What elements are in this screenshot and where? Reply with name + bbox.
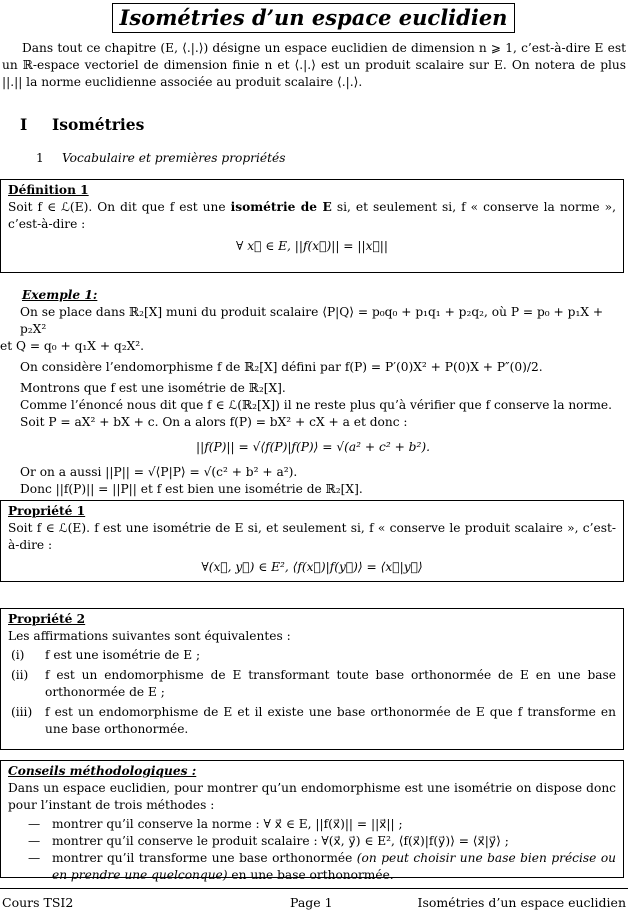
definition-title: Définition 1	[8, 183, 89, 197]
item-label: (ii)	[11, 668, 29, 682]
property2-list	[8, 647, 616, 738]
property1-box	[0, 500, 624, 582]
example-line: On se place dans ℝ₂[X] muni du produit scalaire ⟨P|Q⟩ = p₀q₀ + p₁q₁ + p₂q₂, où P = p₀ + p₁X + p₂X²	[20, 305, 604, 336]
example-line: Or on a aussi ||P|| = √⟨P|P⟩ = √(c² + b² + a²).	[20, 465, 298, 479]
definition-formula: ∀ x⃗ ∈ E, ||f(x⃗)|| = ||x⃗||	[235, 239, 389, 253]
example-block	[0, 287, 626, 498]
item-text: f est un endomorphisme de E transformant toute base orthonormée de E en une base orthonormée de E ;	[45, 668, 616, 699]
item-text: montrer qu’il transforme une base orthonormée	[52, 851, 357, 865]
definition-text-bold: isométrie de E	[230, 200, 332, 214]
property2-box	[0, 608, 624, 750]
item-text: f est un endomorphisme de E et il existe une base orthonormée de E que f transforme en une base orthonormée.	[45, 705, 616, 736]
section-title: Isométries	[52, 115, 145, 134]
subsection-number: 1	[36, 151, 44, 165]
definition-text-b: si, et seulement si, f « conserve la norme », c’est-à-dire :	[8, 200, 616, 231]
document-title: Isométries d’un espace euclidien	[112, 3, 515, 33]
example-title: Exemple 1:	[22, 288, 98, 302]
list-item: — montrer qu’il conserve la norme : ∀ x⃗ ∈ E, ||f(x⃗)|| = ||x⃗|| ;	[28, 817, 403, 831]
list-item	[8, 647, 616, 664]
intro-paragraph	[2, 40, 626, 91]
example-line: Soit P = aX² + bX + c. On a alors f(P) = bX² + cX + a et donc :	[20, 415, 408, 429]
conseils-box	[0, 760, 624, 882]
item-text: f est une isométrie de E ;	[45, 648, 201, 662]
property1-text: Soit f ∈ ℒ(E). f est une isométrie de E si, et seulement si, f « conserve le produit scalaire », c’est-à-dire :	[8, 521, 616, 552]
item-text: montrer qu’il conserve la norme : ∀ x⃗ ∈ E, ||f(x⃗)|| = ||x⃗|| ;	[52, 817, 403, 831]
item-label: (iii)	[11, 705, 33, 719]
list-item	[8, 667, 616, 701]
item-after: en une base orthonormée.	[227, 868, 394, 882]
conseils-list	[8, 816, 616, 884]
definition-box	[0, 179, 624, 273]
example-line: et Q = q₀ + q₁X + q₂X².	[0, 339, 145, 353]
property2-title: Propriété 2	[8, 612, 86, 626]
item-text: montrer qu’il conserve le produit scalaire : ∀(x⃗, y⃗) ∈ E², ⟨f(x⃗)|f(y⃗)⟩ = ⟨x⃗|y⃗⟩ ;	[52, 834, 509, 848]
list-item: — montrer qu’il conserve le produit scalaire : ∀(x⃗, y⃗) ∈ E², ⟨f(x⃗)|f(y⃗)⟩ = ⟨x⃗|y⃗⟩ ;	[28, 834, 509, 848]
conseils-title: Conseils méthodologiques :	[8, 764, 197, 778]
conseils-intro: Dans un espace euclidien, pour montrer qu’un endomorphisme est une isométrie on dispose donc pour l’instant de trois méthodes :	[8, 781, 616, 812]
example-line: Montrons que f est une isométrie de ℝ₂[X].	[20, 381, 286, 395]
definition-text-a: Soit f ∈ ℒ(E). On dit que f est une	[8, 200, 231, 214]
section-heading	[20, 116, 144, 133]
property1-formula: ∀(x⃗, y⃗) ∈ E², ⟨f(x⃗)|f(y⃗)⟩ = ⟨x⃗|y⃗⟩	[201, 560, 423, 574]
footer-rule	[0, 888, 628, 889]
section-number: I	[20, 115, 28, 134]
item-italic: (on peut choisir une base bien précise ou en prendre une quelconque)	[52, 851, 617, 882]
item-label: (i)	[11, 648, 25, 662]
example-formula: ||f(P)|| = √⟨f(P)|f(P)⟩ = √(a² + c² + b²).	[195, 440, 430, 454]
example-line: On considère l’endomorphisme f de ℝ₂[X] défini par f(P) = P′(0)X² + P(0)X + P″(0)/2.	[20, 360, 543, 374]
list-item: — montrer qu’il transforme une base orthonormée (on peut choisir une base bien précise ou en prendre une quelconque) en une base orthonormée.	[28, 851, 617, 882]
footer-right: Isométries d’un espace euclidien	[417, 895, 626, 910]
subsection-heading	[36, 150, 285, 167]
footer-left: Cours TSI2	[2, 895, 74, 910]
property2-intro: Les affirmations suivantes sont équivalentes :	[8, 629, 291, 643]
example-line: Comme l’énoncé nous dit que f ∈ ℒ(ℝ₂[X]) il ne reste plus qu’à vérifier que f conserve la norme.	[20, 398, 612, 412]
footer-page-number: Page 1	[290, 895, 333, 910]
list-item	[8, 704, 616, 738]
subsection-title: Vocabulaire et premières propriétés	[62, 151, 286, 165]
intro-text: Dans tout ce chapitre (E, ⟨.|.⟩) désigne un espace euclidien de dimension n ⩾ 1, c’est-à-dire E est un ℝ-espace vectoriel de dimension finie n et ⟨.|.⟩ est un produit scalaire sur E. On notera de plus ||.|| la norme euclidienne associée au produit scalaire ⟨.|.⟩.	[2, 41, 626, 89]
property1-title: Propriété 1	[8, 504, 86, 518]
example-line: Donc ||f(P)|| = ||P|| et f est bien une isométrie de ℝ₂[X].	[20, 482, 363, 496]
